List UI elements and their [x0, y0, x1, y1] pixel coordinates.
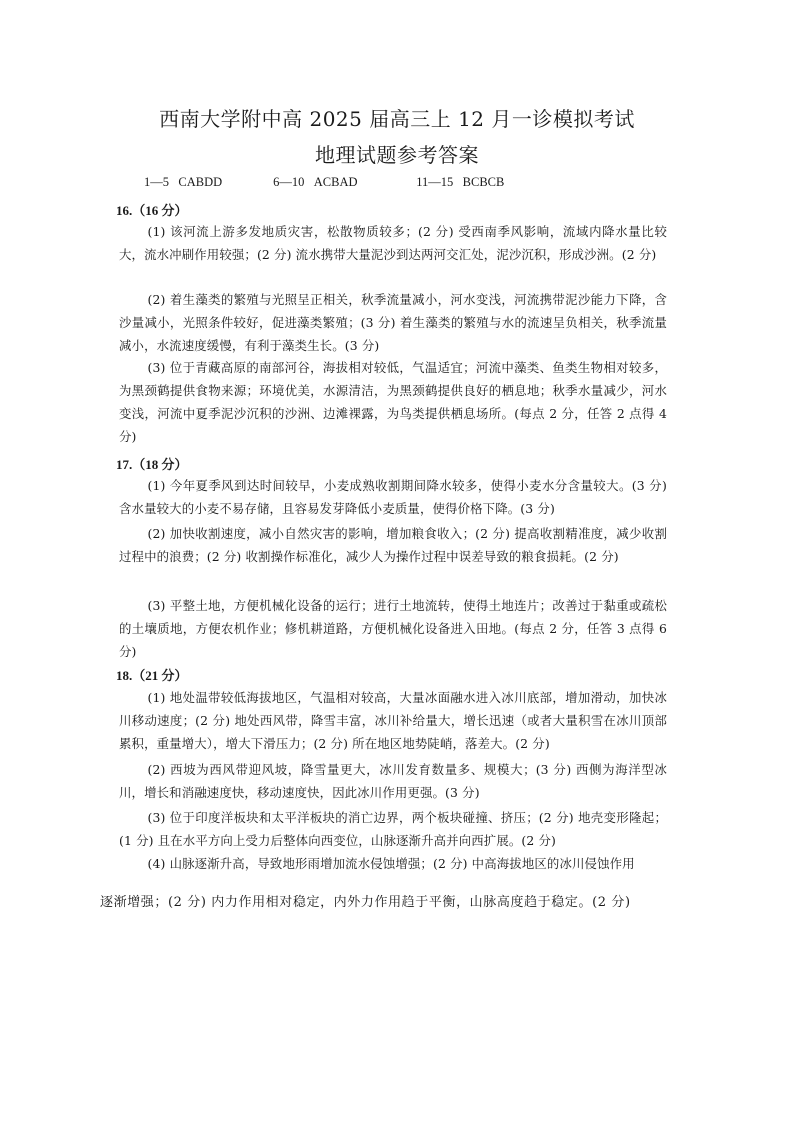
- choice-answer-group: [273, 175, 413, 190]
- q17-answer-part-2: (2) 加快收割速度，减小自然灾害的影响，增加粮食收入；(2 分) 提高收割精准度，减少收割过程中的浪费；(2 分) 收割操作标准化，减少人为操作过程中误差导致的粮食损耗。(2 分): [119, 526, 667, 564]
- q16-answer-part-2: (2) 着生藻类的繁殖与光照呈正相关，秋季流量减小，河水变浅，河流携带泥沙能力下降，含沙量减小，光照条件较好，促进藻类繁殖；(3 分) 着生藻类的繁殖与水的流速呈负相关，秋季流量减小，水流速度缓慢，有利于藻类生长。(3 分): [119, 292, 667, 353]
- q18-answer-part-4: (4) 山脉逐渐升高，导致地形雨增加流水侵蚀增强；(2 分) 中高海拔地区的冰川侵蚀作用: [147, 856, 635, 871]
- question-17-heading: 17.（18 分）: [116, 457, 188, 472]
- q17-answer-part-3: (3) 平整土地，方便机械化设备的运行；进行土地流转，使得土地连片；改善过于黏重或疏松的土壤质地，方便农机作业；修机耕道路，方便机械化设备进入田地。(每点 2 分，任答 3 点得 6 分): [119, 598, 667, 659]
- choice-letters: ACBAD: [313, 175, 358, 189]
- q18-answer-part-2: (2) 西坡为西风带迎风坡，降雪量更大，冰川发育数量多、规模大；(3 分) 西侧为海洋型冰川，增长和消融速度快，移动速度快，因此冰川作用更强。(3 分): [119, 762, 667, 800]
- choice-range: 6—10: [273, 175, 305, 189]
- q18-answer-part-4-continuation: 逐渐增强；(2 分) 内力作用相对稳定，内外力作用趋于平衡，山脉高度趋于稳定。(2 分): [100, 895, 631, 910]
- q18-answer-part-1: (1) 地处温带较低海拔地区，气温相对较高，大量冰面融水进入冰川底部，增加滑动，加快冰川移动速度；(2 分) 地处西风带，降雪丰富，冰川补给量大，增长迅速（或者大量积雪在冰川顶部累积，重量增大），增大下滑压力；(2 分) 所在地区地势陡峭，落差大。(2 分): [119, 690, 667, 751]
- document-title: 西南大学附中高 2025 届高三上 12 月一诊模拟考试: [159, 107, 635, 131]
- question-18-heading: 18.（21 分）: [116, 668, 188, 683]
- q17-answer-part-1: (1) 今年夏季风到达时间较早，小麦成熟收割期间降水较多，使得小麦水分含量较大。(3 分) 含水量较大的小麦不易存储，且容易发芽降低小麦质量，使得价格下降。(3 分): [119, 478, 667, 516]
- q16-answer-part-1: (1) 该河流上游多发地质灾害，松散物质较多；(2 分) 受西南季风影响，流域内降水量比较大，流水冲刷作用较强；(2 分) 流水携带大量泥沙到达两河交汇处，泥沙沉积，形成沙洲。(2 分): [119, 224, 667, 262]
- choice-letters: BCBCB: [462, 175, 505, 189]
- question-16-heading: 16.（16 分）: [116, 203, 188, 218]
- choice-answers-row: [144, 175, 504, 190]
- choice-letters: CABDD: [178, 175, 223, 189]
- q18-answer-part-3: (3) 位于印度洋板块和太平洋板块的消亡边界，两个板块碰撞、挤压；(2 分) 地壳变形隆起；(1 分) 且在水平方向上受力后整体向西变位，山脉逐渐升高并向西扩展。(2 分): [119, 810, 667, 848]
- document-subtitle: 地理试题参考答案: [315, 143, 479, 167]
- choice-answer-group: [144, 175, 270, 190]
- choice-range: 11—15: [416, 175, 454, 189]
- choice-range: 1—5: [144, 175, 169, 189]
- q16-answer-part-3: (3) 位于青藏高原的南部河谷，海拔相对较低，气温适宜；河流中藻类、鱼类生物相对较多，为黑颈鹤提供食物来源；环境优美，水源清洁，为黑颈鹤提供良好的栖息地；秋季水量减少，河水变浅，河流中夏季泥沙沉积的沙洲、边滩裸露，为鸟类提供栖息场所。(每点 2 分，任答 2 点得 4 分): [119, 360, 667, 444]
- choice-answer-group: [416, 175, 504, 190]
